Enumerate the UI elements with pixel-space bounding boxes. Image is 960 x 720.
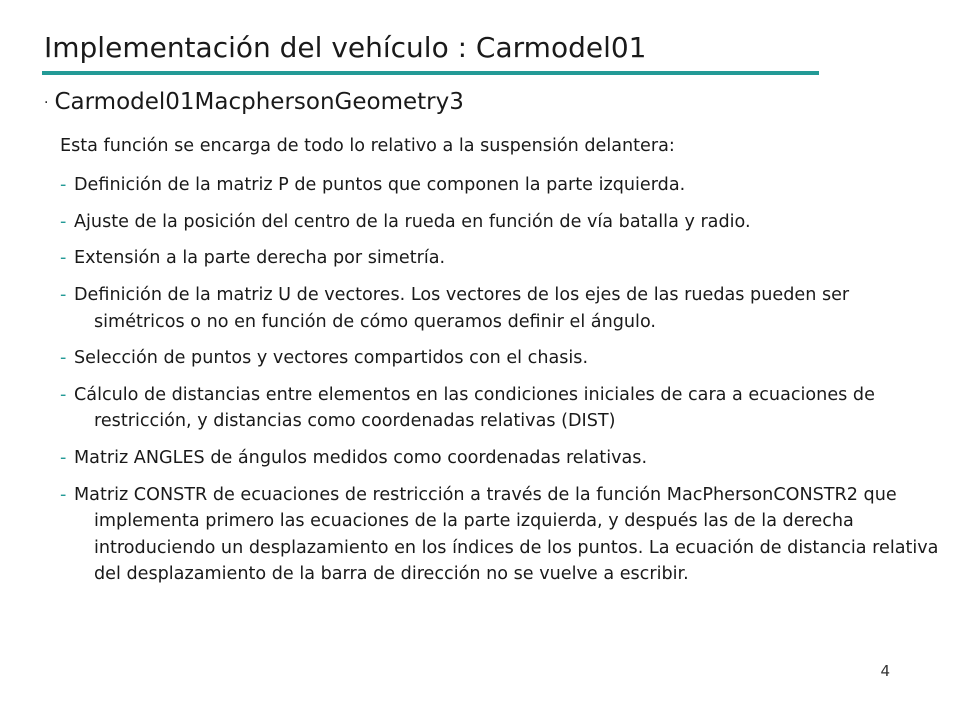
list-item-text: Matriz ANGLES de ángulos medidos como coordenadas relativas. [74,448,648,469]
list-item [60,282,940,335]
list-item-text: Matriz CONSTR de ecuaciones de restricción a través de la función MacPhersonCONSTR2 que implementa primero las ecuaciones de la parte izquierda, y después las de la derecha introduciendo un desplazamiento en los índices de los puntos. La ecuación de distancia relativa del desplazamiento de la barra de dirección no se vuelve a escribir. [74,484,939,585]
list-item-text: Extensión a la parte derecha por simetría. [74,248,446,269]
bullet-dash: - [60,175,67,195]
list-item [60,172,940,199]
list-item-text: Definición de la matriz P de puntos que componen la parte izquierda. [74,175,686,195]
bullet-dash: - [60,211,67,232]
bullet-dash: - [60,285,67,306]
title-underline [42,71,819,75]
bullet-list [60,172,940,598]
list-item-text: Selección de puntos y vectores compartidos con el chasis. [74,348,589,369]
slide-title: Implementación del vehículo : Carmodel01 [44,31,647,64]
intro-text: Esta función se encarga de todo lo relativo a la suspensión delantera: [60,136,675,156]
section-heading [44,86,464,119]
list-item [60,482,940,588]
list-item [60,245,940,272]
bullet-dash: - [60,384,67,405]
list-item [60,445,940,472]
list-item-text: Definición de la matriz U de vectores. Los vectores de los ejes de las ruedas pueden ser simétricos o no en función de cómo queramos definir el ángulo. [74,285,850,332]
bullet-dash: - [60,484,67,505]
list-item [60,209,940,236]
list-item [60,345,940,372]
bullet-dash: - [60,348,67,369]
section-heading-text: Carmodel01MacphersonGeometry3 [54,89,464,115]
bullet-dash: - [60,248,67,269]
list-item [60,382,940,435]
page-number: 4 [880,662,890,680]
list-item-text: Ajuste de la posición del centro de la rueda en función de vía batalla y radio. [74,211,751,232]
bullet-dash: - [60,448,67,469]
section-bullet: · [44,94,49,111]
list-item-text: Cálculo de distancias entre elementos en las condiciones iniciales de cara a ecuaciones de restricción, y distancias como coordenadas relativas (DIST) [74,384,875,432]
